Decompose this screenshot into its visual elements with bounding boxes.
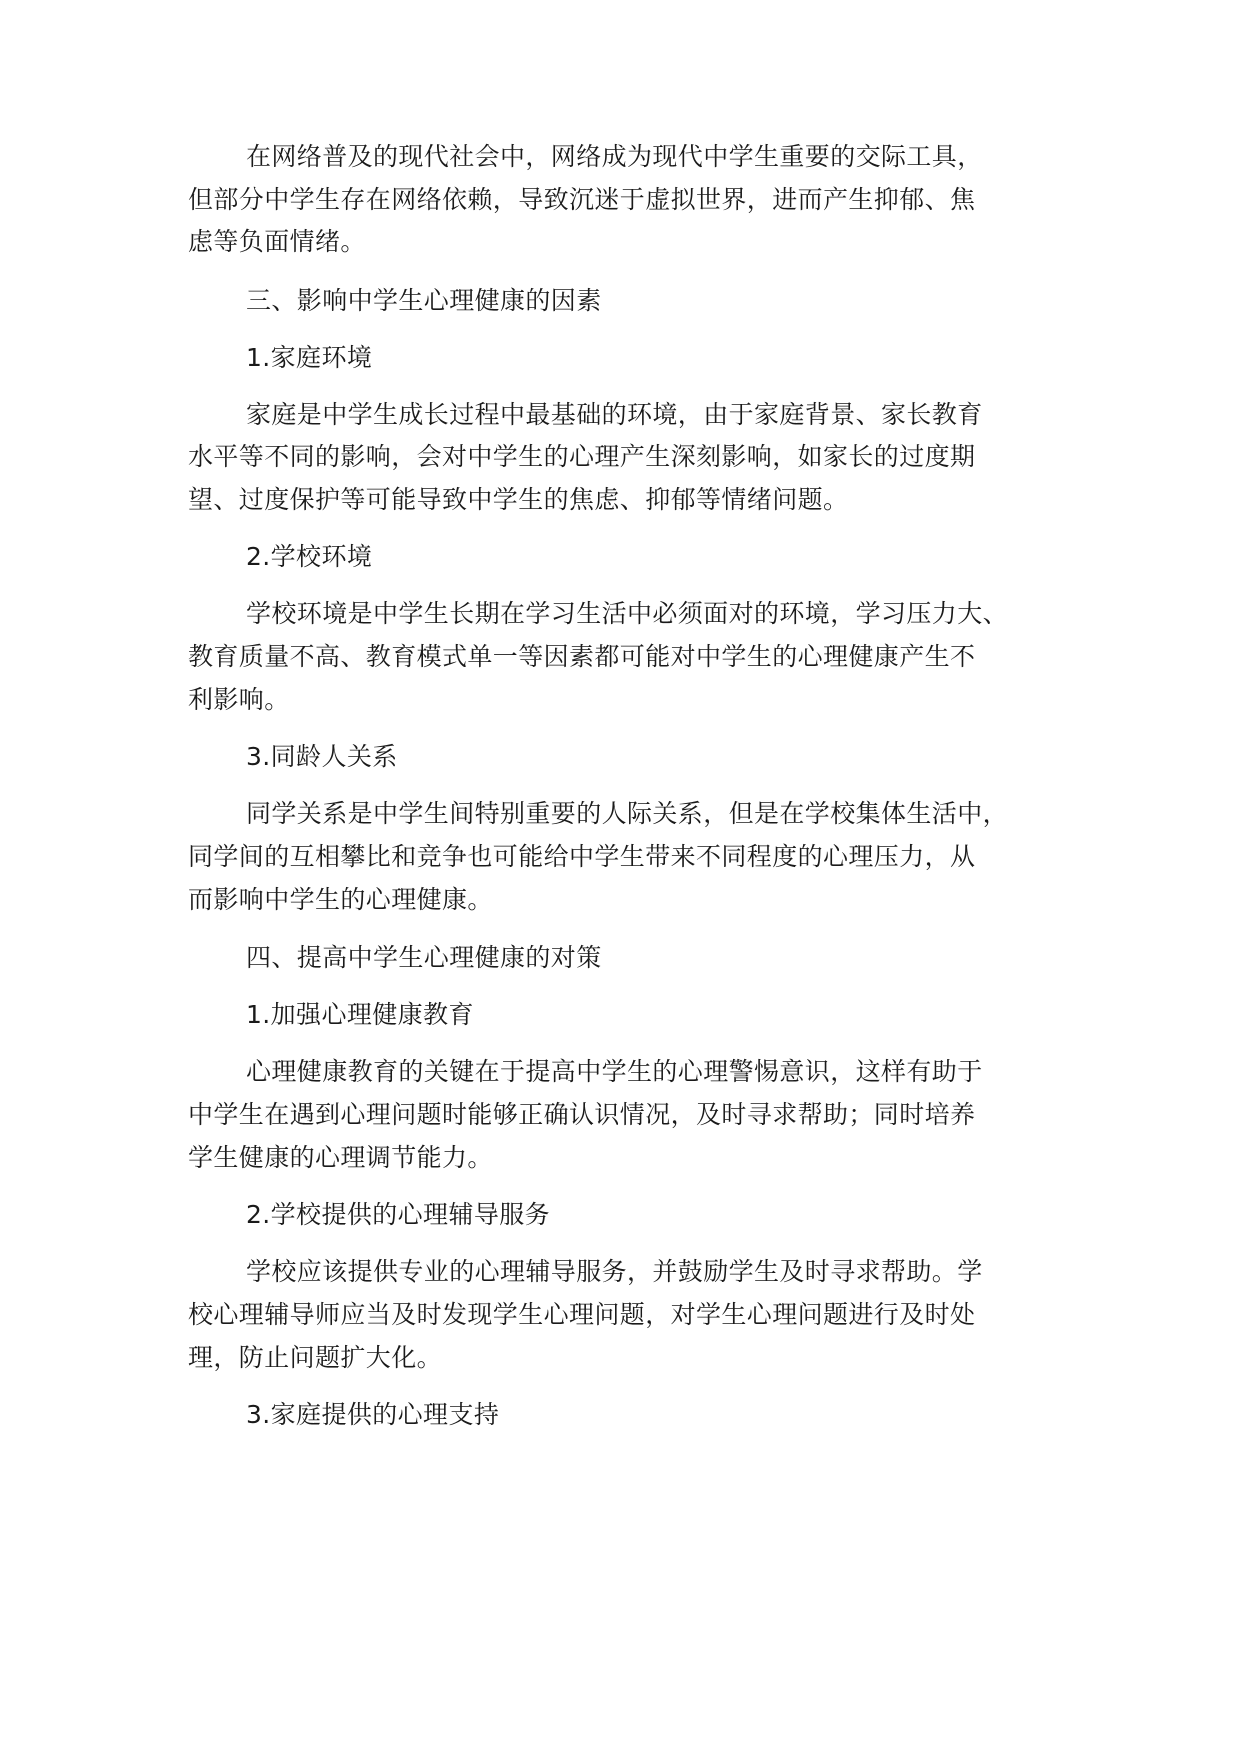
text-line: 心理健康教育的关键在于提高中学生的心理警惕意识，这样有助于 (246, 1057, 983, 1086)
text-line: 教育质量不高、教育模式单一等因素都可能对中学生的心理健康产生不 (188, 642, 976, 671)
subsection-heading: 1.家庭环境 (246, 343, 373, 372)
subsection-heading: 1.加强心理健康教育 (246, 1000, 474, 1029)
subsection-heading: 2.学校提供的心理辅导服务 (246, 1200, 551, 1229)
text-line: 家庭是中学生成长过程中最基础的环境，由于家庭背景、家长教育 (246, 400, 983, 429)
text-line: 虑等负面情绪。 (188, 227, 366, 256)
text-line: 利影响。 (188, 685, 290, 714)
text-line: 同学关系是中学生间特别重要的人际关系，但是在学校集体生活中， (246, 799, 1009, 828)
text-line: 在网络普及的现代社会中，网络成为现代中学生重要的交际工具， (246, 142, 983, 171)
text-line: 学校应该提供专业的心理辅导服务，并鼓励学生及时寻求帮助。学 (246, 1257, 983, 1286)
subsection-heading: 2.学校环境 (246, 542, 373, 571)
text-line: 校心理辅导师应当及时发现学生心理问题，对学生心理问题进行及时处 (188, 1300, 976, 1329)
text-line: 理，防止问题扩大化。 (188, 1343, 443, 1372)
text-line: 同学间的互相攀比和竞争也可能给中学生带来不同程度的心理压力，从 (188, 842, 976, 871)
text-line: 学生健康的心理调节能力。 (188, 1143, 493, 1172)
text-line: 但部分中学生存在网络依赖，导致沉迷于虚拟世界，进而产生抑郁、焦 (188, 185, 976, 214)
section-heading: 四、提高中学生心理健康的对策 (246, 943, 602, 972)
section-heading: 三、影响中学生心理健康的因素 (246, 286, 602, 315)
text-line: 望、过度保护等可能导致中学生的焦虑、抑郁等情绪问题。 (188, 485, 849, 514)
text-line: 水平等不同的影响，会对中学生的心理产生深刻影响，如家长的过度期 (188, 442, 976, 471)
text-line: 中学生在遇到心理问题时能够正确认识情况，及时寻求帮助；同时培养 (188, 1100, 976, 1129)
text-line: 学校环境是中学生长期在学习生活中必须面对的环境，学习压力大、 (246, 599, 1009, 628)
subsection-heading: 3.同龄人关系 (246, 742, 398, 771)
text-line: 而影响中学生的心理健康。 (188, 885, 493, 914)
subsection-heading: 3.家庭提供的心理支持 (246, 1400, 500, 1429)
